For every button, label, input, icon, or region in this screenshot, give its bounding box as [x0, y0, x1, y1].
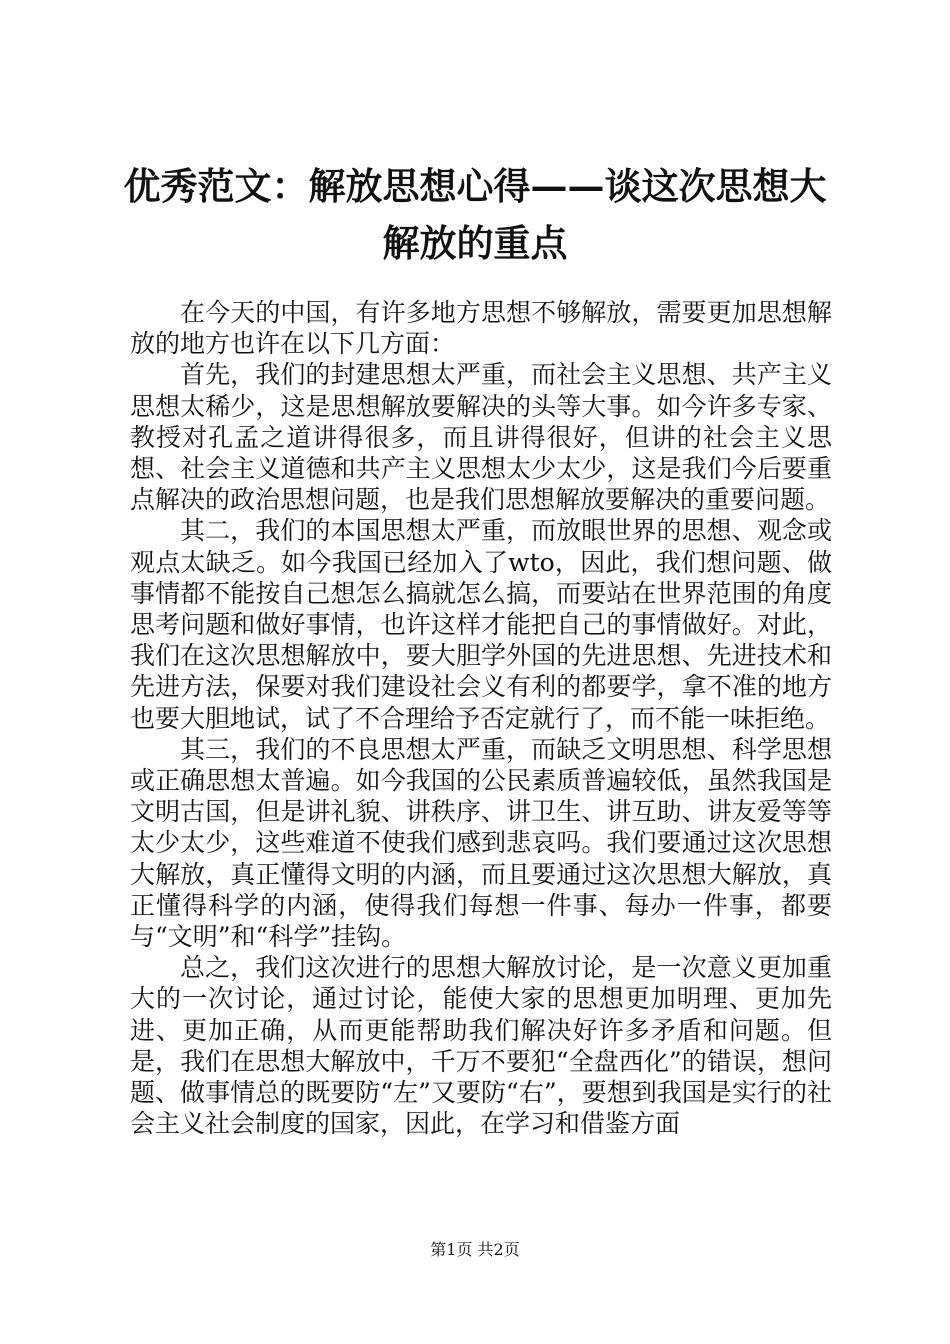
page-number-footer: 第1页 共2页 [430, 1240, 520, 1259]
document-title: 优秀范文：解放思想心得——谈这次思想大解放的重点 [123, 164, 827, 265]
paragraph-intro: 在今天的中国，有许多地方思想不够解放，需要更加思想解放的地方也许在以下几方面： [130, 298, 832, 359]
paragraph-first: 首先，我们的封建思想太严重，而社会主义思想、共产主义思想太稀少，这是思想解放要解决的头等大事。如今许多专家、教授对孔孟之道讲得很多，而且讲得很好，但讲的社会主义思想、社会主义道德和共产主义思想太少太少，这是我们今后要重点解决的政治思想问题，也是我们思想解放要解决的重要问题。 [130, 360, 832, 515]
paragraph-third: 其三，我们的不良思想太严重，而缺乏文明思想、科学思想或正确思想太普遍。如今我国的公民素质普遍较低，虽然我国是文明古国，但是讲礼貌、讲秩序、讲卫生、讲互助、讲友爱等等太少太少，这些难道不使我们感到悲哀吗。我们要通过这次思想大解放，真正懂得文明的内涵，而且要通过这次思想大解放，真正懂得科学的内涵，使得我们每想一件事、每办一件事，都要与“文明”和“科学”挂钩。 [130, 734, 832, 952]
paragraph-conclusion: 总之，我们这次进行的思想大解放讨论，是一次意义更加重大的一次讨论，通过讨论，能使大家的思想更加明理、更加先进、更加正确，从而更能帮助我们解决好许多矛盾和问题。但是，我们在思想大解放中，千万不要犯“全盘西化”的错误，想问题、做事情总的既要防“左”又要防“右”，要想到我国是实行的社会主义社会制度的国家，因此，在学习和借鉴方面 [130, 953, 832, 1139]
paragraph-second: 其二，我们的本国思想太严重，而放眼世界的思想、观念或观点太缺乏。如今我国已经加入了wto，因此，我们想问题、做事情都不能按自己想怎么搞就怎么搞，而要站在世界范围的角度思考问题和做好事情，也许这样才能把自己的事情做好。对此，我们在这次思想解放中，要大胆学外国的先进思想、先进技术和先进方法，保要对我们建设社会义有利的都要学，拿不准的地方也要大胆地试，试了不合理给予否定就行了，而不能一味拒绝。 [130, 516, 832, 733]
document-body [130, 297, 832, 1139]
